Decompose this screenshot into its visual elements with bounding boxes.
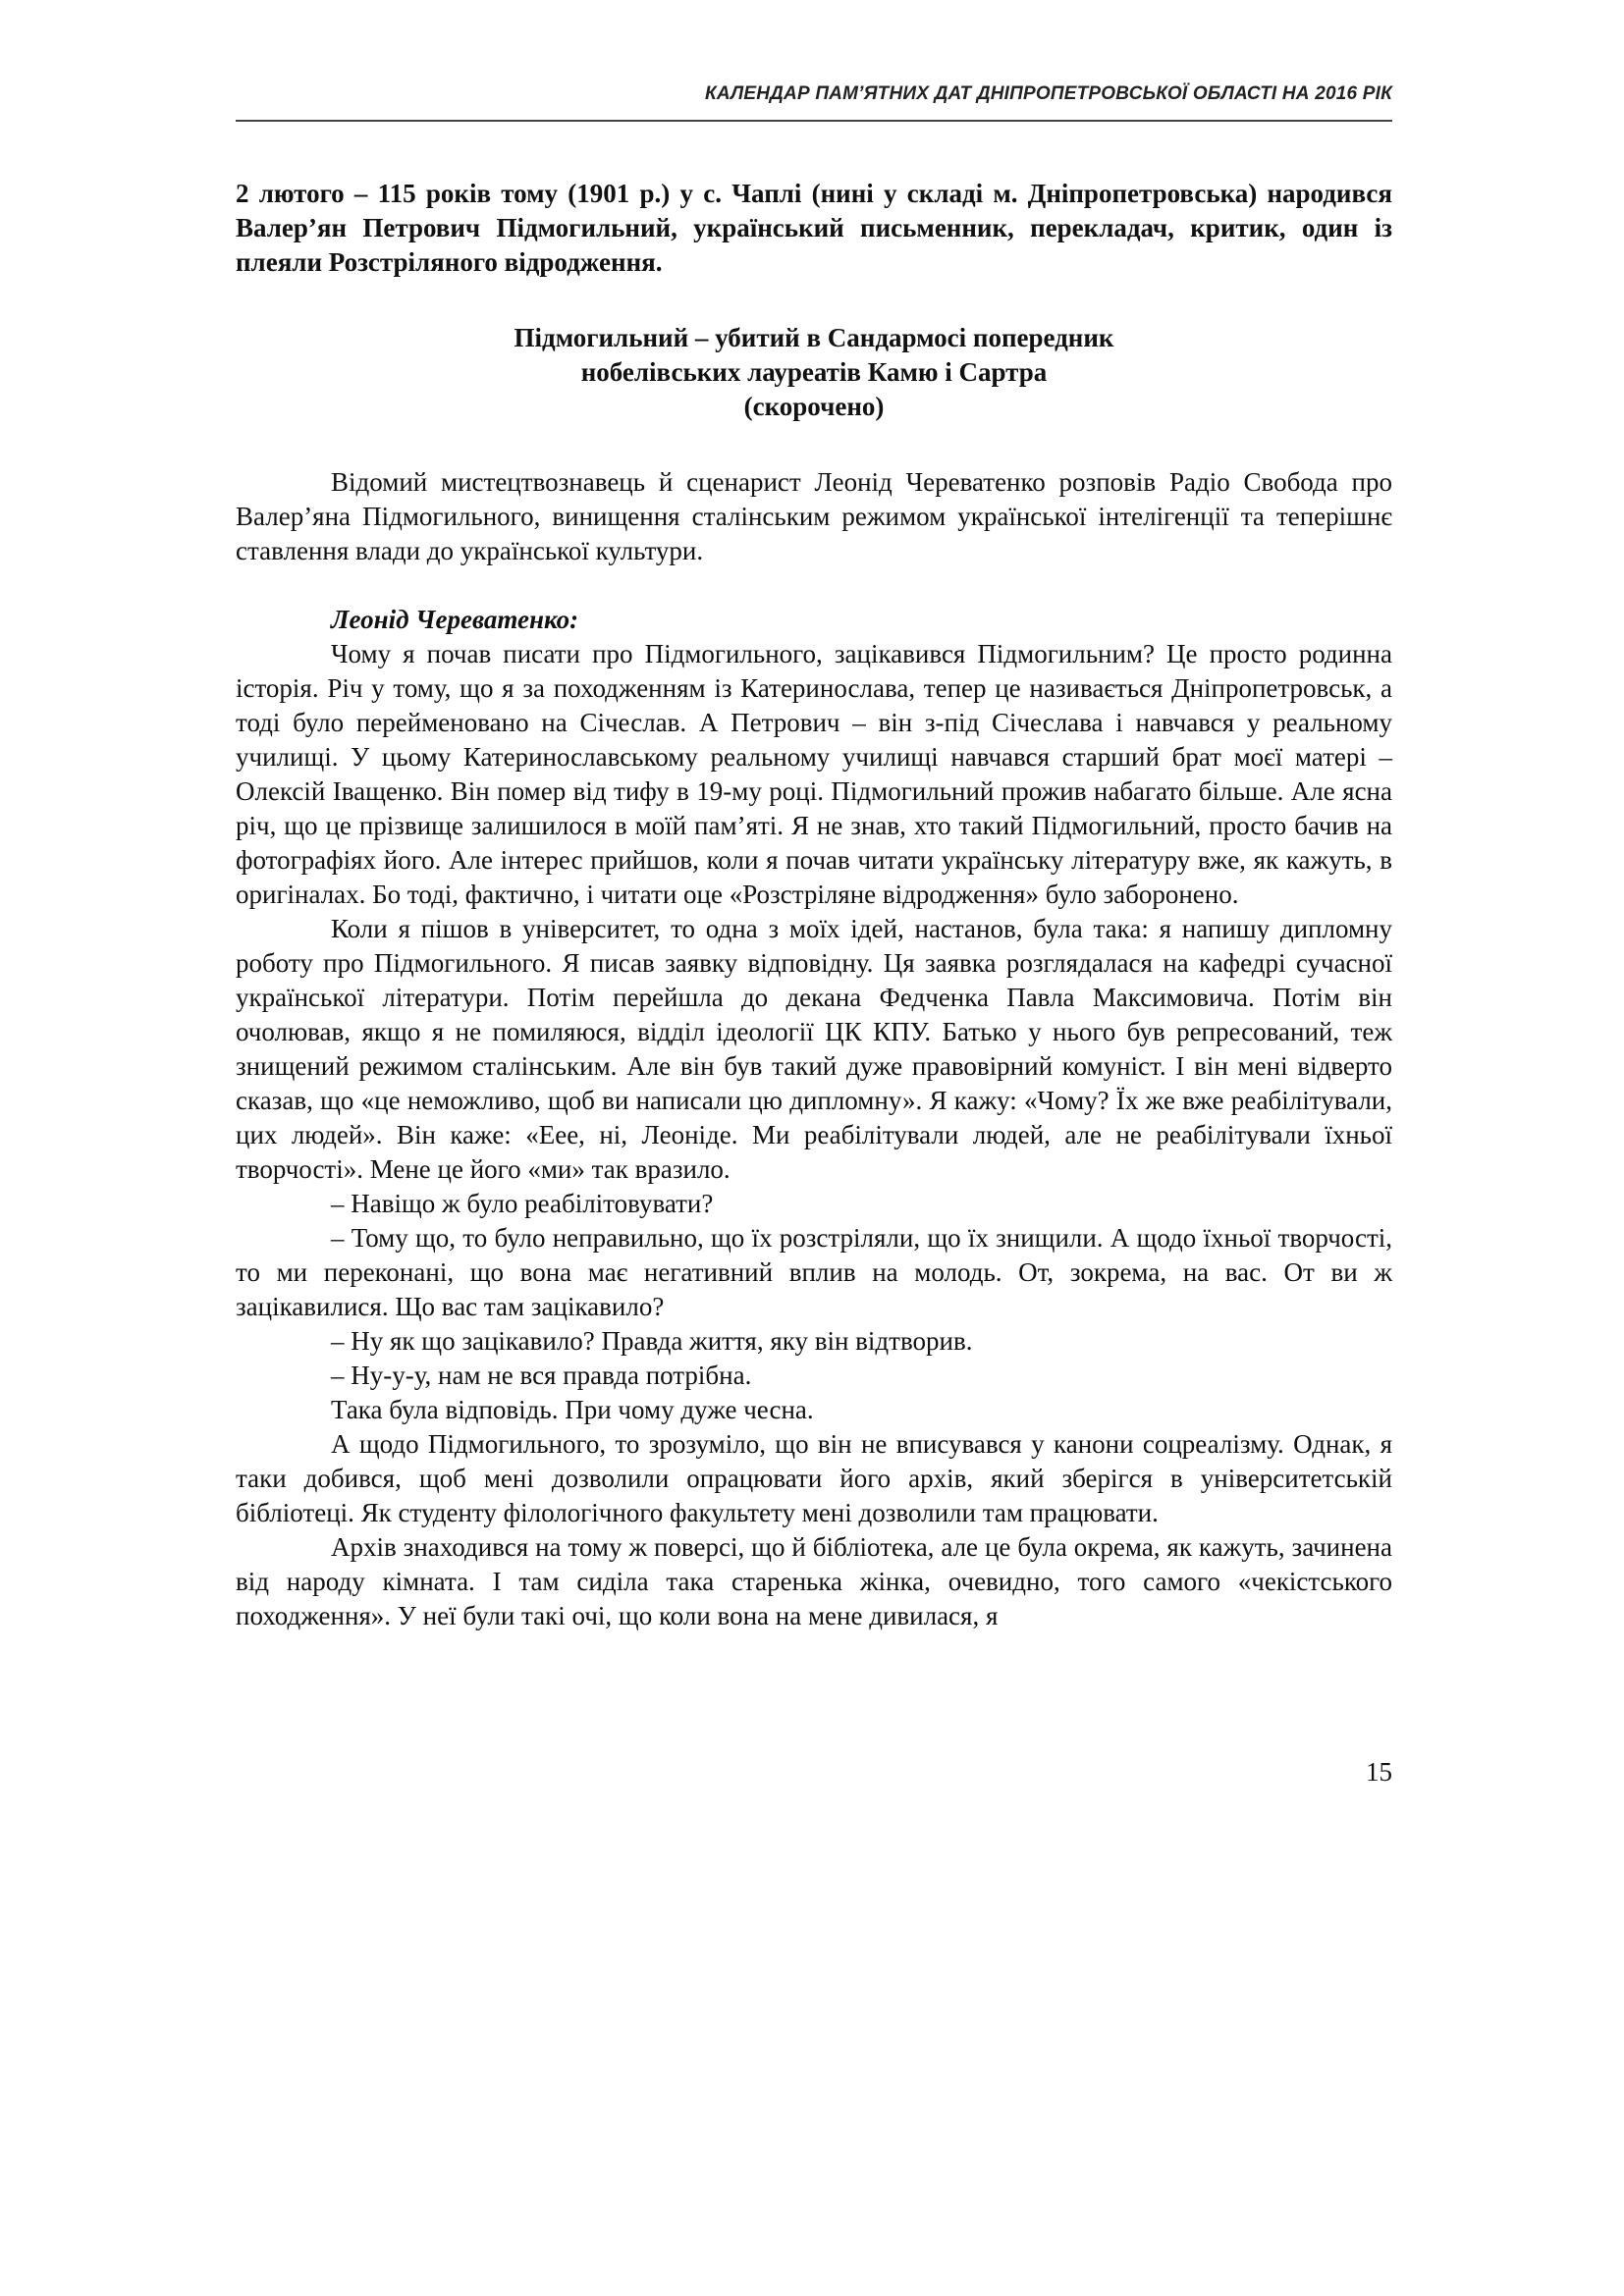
title-line: Підмогильний – убитий в Сандармосі попередник bbox=[514, 323, 1114, 352]
article-body bbox=[236, 177, 1392, 1633]
page-number: 15 bbox=[1366, 1757, 1392, 1787]
speaker-name: Леонід Череватенко: bbox=[331, 605, 579, 634]
body-paragraph: Коли я пішов в університет, то одна з моїх ідей, настанов, була така: я напишу дипломну роботу про Підмогильного. Я писав заявку відповідну. Ця заявка розглядалася на кафедрі сучасної української літератури. Потім перейшла до декана Федченка Павла Максимовича. Потім він очолював, якщо я не помиляюся, відділ ідеології ЦК КПУ. Батько у нього був репресований, теж знищений режимом сталінським. Але він був такий дуже правовірний комуніст. І він мені відверто сказав, що «це неможливо, щоб ви написали цю дипломну». Я кажу: «Чому? Їх же вже реабілітували, цих людей». Він каже: «Еее, ні, Леоніде. Ми реабілітували людей, але не реабілітували їхньої творчості». Мене це його «ми» так вразило. bbox=[236, 914, 1392, 1184]
body-paragraph: Така була відповідь. При чому дуже чесна. bbox=[331, 1395, 814, 1424]
dialogue-line: – Навіщо ж було реабілітовувати? bbox=[331, 1189, 714, 1218]
dialogue-line: – Ну-у-у, нам не вся правда потрібна. bbox=[331, 1361, 752, 1390]
body-paragraph: Чому я почав писати про Підмогильного, зацікавився Підмогильним? Це просто родинна історія. Річ у тому, що я за походженням із Катеринослава, тепер це називається Дніпропетровськ, а тоді було перейменовано на Січеслав. А Петрович – він з-під Січеслава і навчався у реальному училищі. У цьому Катеринославському реальному училищі навчався старший брат моєї матері – Олексій Іващенко. Він помер від тифу в 19-му році. Підмогильний прожив набагато більше. Але ясна річ, що це прізвище залишилося в моїй пам’яті. Я не знав, хто такий Підмогильний, просто бачив на фотографіях його. Але інтерес прийшов, коли я почав читати українську літературу вже, як кажуть, в оригіналах. Бо тоді, фактично, і читати оце «Розстріляне відродження» було заборонено. bbox=[236, 639, 1392, 909]
article-title bbox=[236, 321, 1392, 424]
title-note: (скорочено) bbox=[743, 392, 885, 421]
title-line: нобелівських лауреатів Камю і Сартра bbox=[580, 357, 1048, 387]
dialogue-line: – Тому що, то було неправильно, що їх розстріляли, що їх знищили. А щодо їхньої творчості, то ми переконані, що вона має негативний вплив на молодь. От, зокрема, на вас. От ви ж зацікавилися. Що вас там зацікавило? bbox=[236, 1223, 1392, 1321]
dialogue-line: – Ну як що зацікавило? Правда життя, яку він відтворив. bbox=[331, 1326, 973, 1356]
intro-paragraph: 2 лютого – 115 років тому (1901 р.) у с. Чаплі (нині у складі м. Дніпропетровська) народився Валер’ян Петрович Підмогильний, український письменник, перекладач, критик, один із плеяли Розстріляного відродження. bbox=[236, 179, 1392, 277]
lead-paragraph: Відомий мистецтвознавець й сценарист Леонід Череватенко розповів Радіо Свобода про Валер’яна Підмогильного, винищення сталінським режимом української інтелігенції та теперішнє ставлення влади до української культури. bbox=[236, 467, 1392, 565]
body-paragraph: А щодо Підмогильного, то зрозуміло, що він не вписувався у канони соцреалізму. Однак, я таки добився, щоб мені дозволили опрацювати його архів, який зберігся в університетській бібліотеці. Як студенту філологічного факультету мені дозволили там працювати. bbox=[236, 1429, 1392, 1527]
running-header: КАЛЕНДАР ПАМ’ЯТНИХ ДАТ ДНІПРОПЕТРОВСЬКОЇ ОБЛАСТІ НА 2016 РІК bbox=[236, 69, 1392, 122]
body-paragraph: Архів знаходився на тому ж поверсі, що й бібліотека, але це була окрема, як кажуть, зачинена від народу кімната. І там сиділа така старенька жінка, очевидно, того самого «чекістського походження». У неї були такі очі, що коли вона на мене дивилася, я bbox=[236, 1532, 1392, 1630]
